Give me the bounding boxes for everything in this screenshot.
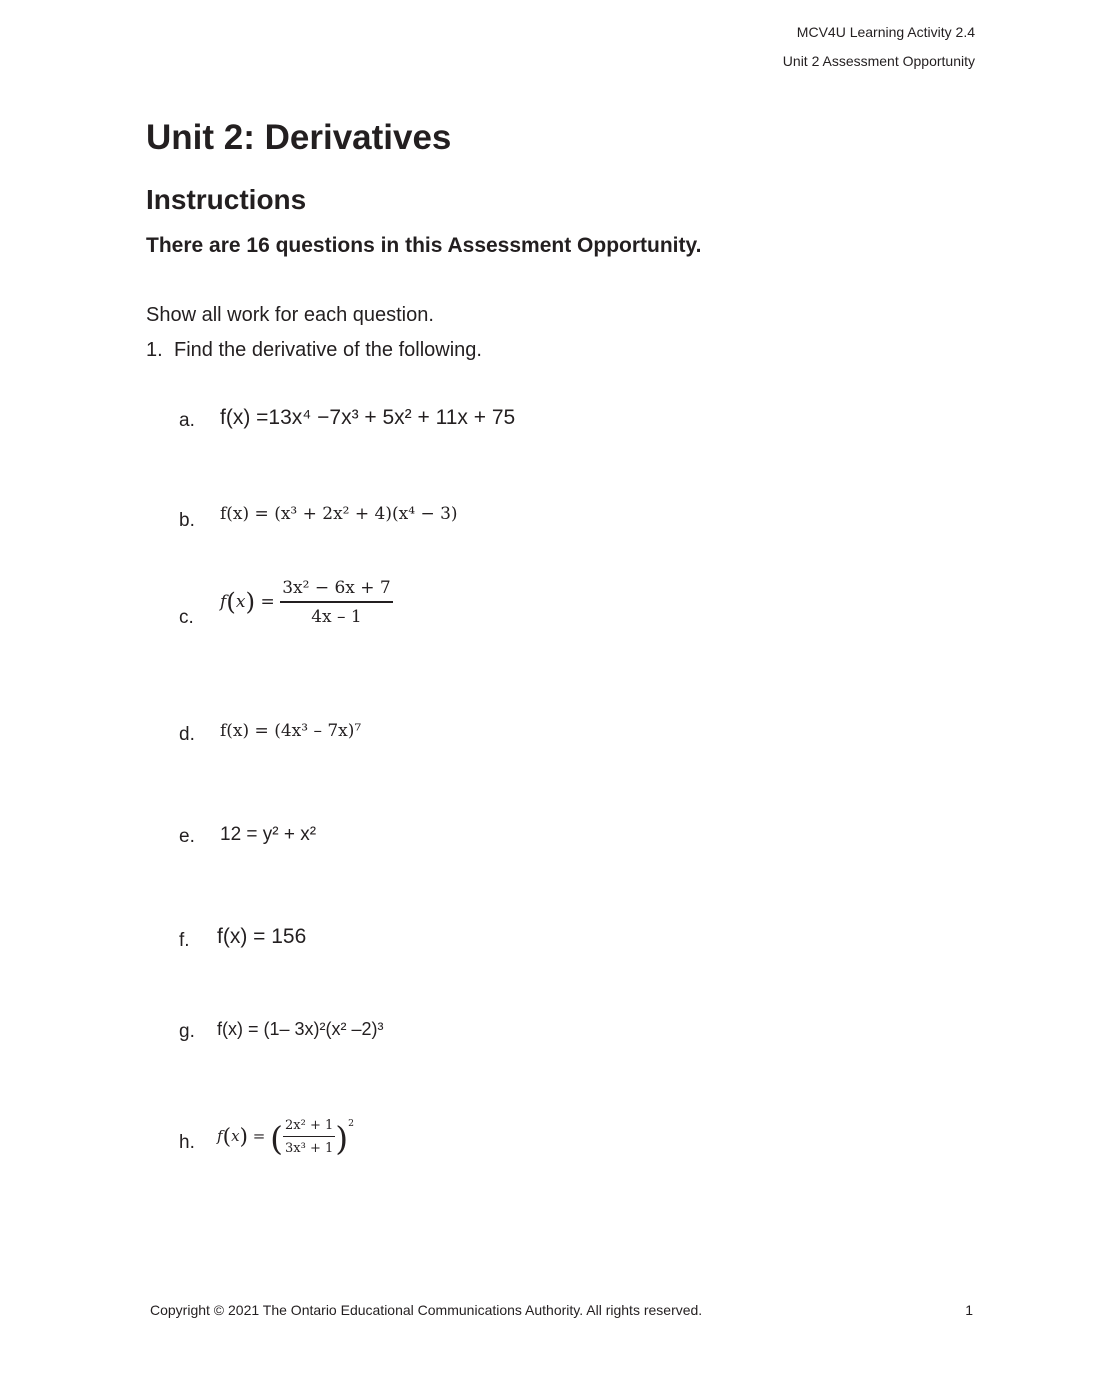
part-c-denominator: 4x – 1 xyxy=(311,607,362,627)
question-1-number: 1. xyxy=(146,339,163,361)
question-1 xyxy=(146,339,482,362)
part-f-expression: f(x) = 156 xyxy=(217,925,307,948)
part-c-label: c. xyxy=(179,607,194,628)
part-h-expression: f(x) = ( $\frac{\text{2x² + 1}}{\text{3x³ + 1}}$ )$^2$ xyxy=(217,1118,355,1159)
question-1-prompt: Find the derivative of the following. xyxy=(174,339,482,361)
part-g-label: g. xyxy=(179,1021,195,1042)
footer-copyright: Copyright © 2021 The Ontario Educational Communications Authority. All rights reserved. xyxy=(150,1302,703,1318)
part-c-lhs: f xyxy=(220,592,227,612)
part-a-expression: f(x) =13x⁴ −7x³ + 5x² + 11x + 75 xyxy=(220,406,516,429)
part-h-exponent: 2 xyxy=(348,1118,355,1130)
instructions-heading: Instructions xyxy=(146,184,307,215)
page-number: 1 xyxy=(965,1302,973,1318)
show-work-instruction: Show all work for each question. xyxy=(146,304,434,326)
part-c-numerator: 3x² − 6x + 7 xyxy=(280,578,393,603)
part-b-label: b. xyxy=(179,510,195,531)
header-course: MCV4U Learning Activity 2.4 xyxy=(796,24,975,40)
question-count-note: There are 16 questions in this Assessment Opportunity. xyxy=(146,234,702,257)
part-b-expression: f(x) = (x³ + 2x² + 4)(x⁴ − 3) xyxy=(220,504,458,524)
part-g-expression: f(x) = (1– 3x)²(x² –2)³ xyxy=(217,1019,384,1039)
page-title: Unit 2: Derivatives xyxy=(146,118,452,157)
part-h-numerator: 2x² + 1 xyxy=(283,1118,335,1137)
part-e-label: e. xyxy=(179,826,195,847)
part-h-label: h. xyxy=(179,1132,195,1153)
part-d-label: d. xyxy=(179,724,195,745)
part-h-denominator: 3x³ + 1 xyxy=(285,1141,334,1156)
header-subtitle: Unit 2 Assessment Opportunity xyxy=(782,53,975,69)
part-e-expression: 12 = y² + x² xyxy=(220,824,317,845)
part-c-fraction xyxy=(280,578,393,627)
part-a-label: a. xyxy=(179,410,195,431)
part-d-expression: f(x) = (4x³ – 7x)⁷ xyxy=(220,721,362,741)
part-h-fraction xyxy=(283,1118,335,1156)
part-c-expression: f(x) = $\frac{\text{3x² − 6x + 7}}{4x - 1}$ xyxy=(220,578,391,627)
part-f-label: f. xyxy=(179,930,190,951)
